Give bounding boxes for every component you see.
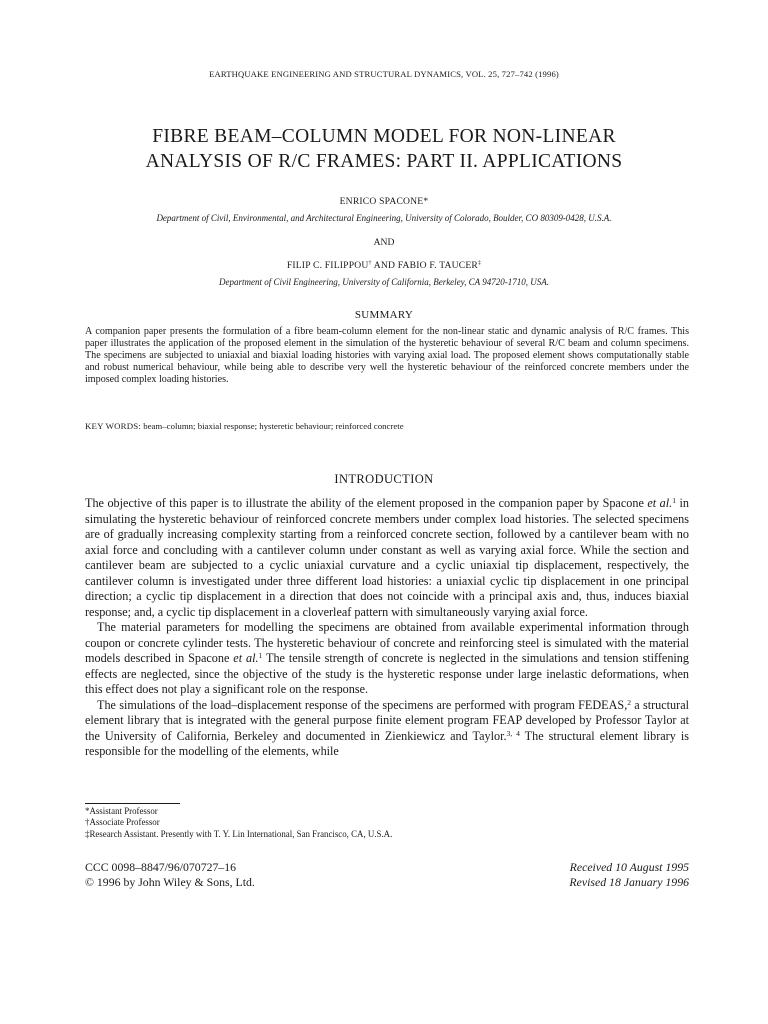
author-mark-dagger: † xyxy=(368,260,372,267)
introduction-heading: INTRODUCTION xyxy=(334,472,434,486)
p1-ref: 1 xyxy=(672,495,676,505)
affiliation-colorado: Department of Civil, Environmental, and Architectural Engineering, University of Colorado, Boulder, CO 80309-0428, U.S.A. xyxy=(156,213,612,223)
footnotes xyxy=(85,806,689,840)
author-separator: AND xyxy=(373,237,395,248)
author-mark-ddagger: ‡ xyxy=(478,260,482,267)
keywords xyxy=(85,421,689,431)
p2-et-al: et al. xyxy=(233,651,259,665)
author-join: AND xyxy=(371,260,398,271)
title-line-1: FIBRE BEAM–COLUMN MODEL FOR NON-LINEAR xyxy=(152,126,616,147)
p1-text-a: The objective of this paper is to illustrate the ability of the element proposed in the companion paper by Spacone xyxy=(85,496,648,510)
copyright: © 1996 by John Wiley & Sons, Ltd. xyxy=(85,875,255,889)
author-spacone: ENRICO SPACONE* xyxy=(339,196,429,207)
author-taucer: FABIO F. TAUCER xyxy=(397,260,479,271)
p1-text-b: in simulating the hysteretic behaviour of reinforced concrete members under complex load histories. The selected specimens are of gradually increasing complexity starting from a reinforced concrete section, followed by a cantilever beam with no axial force and concluding with a cantilever column under constant as well as varying axial force. While the section and cantilever beam are subjected to a cyclic uniaxial curvature and a cyclic uniaxial tip displacement, respectively, the cantilever column is investigated under three different load histories: a uniaxial cyclic tip displacement in one principal direction; a cyclic tip displacement in a direction that does not coincide with a principal axis and, thus, induces biaxial response; and, a cyclic tip displacement in a cloverleaf pattern with simultaneously varying axial force. xyxy=(85,496,689,619)
p3-ref-1: 2 xyxy=(627,697,632,707)
p2-text-b: The tensile strength of concrete is neglected in the simulations and tension stiffening effects are neglected, since the objective of the study is the hysteretic response under large inelastic deformations, when this effect does not play a significant role on the response. xyxy=(85,651,689,696)
summary-heading: SUMMARY xyxy=(354,309,414,321)
affiliation-berkeley: Department of Civil Engineering, University of California, Berkeley, CA 94720-1710, USA. xyxy=(218,277,550,287)
p3-text-c: The structural element library is responsible for the modelling of the elements, while xyxy=(85,728,689,758)
authors-filippou-taucer xyxy=(0,260,768,271)
paragraph-1 xyxy=(85,496,689,620)
paragraph-3 xyxy=(85,698,689,760)
author-filippou: FILIP C. FILIPPOU xyxy=(286,260,369,271)
running-head: EARTHQUAKE ENGINEERING AND STRUCTURAL DYNAMICS, VOL. 25, 727–742 (1996) xyxy=(209,69,559,79)
p3-ref-2: 3, 4 xyxy=(506,728,520,738)
ccc-code: CCC 0098–8847/96/070727–16 xyxy=(85,860,237,874)
footnote-1: *Assistant Professor xyxy=(85,806,158,816)
keywords-text: beam–column; biaxial response; hysteretic behaviour; reinforced concrete xyxy=(143,421,404,431)
publisher-info xyxy=(85,860,255,890)
footnote-divider xyxy=(85,803,180,804)
p1-et-al: et al. xyxy=(647,496,673,510)
p3-text-b: a structural element library that is integrated with the general purpose finite element program FEAP developed by Professor Taylor at the University of California, Berkeley and documented in Zienkiewicz and Taylor. xyxy=(85,697,690,743)
manuscript-dates xyxy=(569,860,689,890)
revised-date: Revised 18 January 1996 xyxy=(569,875,689,889)
title-line-2: ANALYSIS OF R/C FRAMES: PART II. APPLICATIONS xyxy=(145,151,623,172)
keywords-label: KEY WORDS: xyxy=(85,421,142,431)
paper-title xyxy=(60,124,708,174)
footnote-3: ‡Research Assistant. Presently with T. Y. Lin International, San Francisco, CA, U.S.A. xyxy=(85,828,393,839)
abstract-text: A companion paper presents the formulation of a fibre beam-column element for the non-linear static and dynamic analysis of R/C frames. This paper illustrates the application of the proposed element in the simulation of the hysteretic behaviour of several R/C beam and column specimens. The specimens are subjected to uniaxial and biaxial loading histories with varying axial load. The proposed element shows computationally stable and robust numerical behaviour, while being able to describe very well the hysteretic behaviour of the reinforced concrete members under the imposed complex loading histories. xyxy=(85,326,689,386)
p2-text-a: The material parameters for modelling the specimens are obtained from available experimental information through coupon or concrete cylinder tests. The hysteretic behaviour of concrete and reinforcing steel is simulated with the material models described in Spacone xyxy=(85,620,689,665)
introduction-body xyxy=(85,496,689,760)
paragraph-2 xyxy=(85,620,689,698)
received-date: Received 10 August 1995 xyxy=(569,860,689,874)
footnote-2: †Associate Professor xyxy=(85,817,160,828)
p2-ref: 1 xyxy=(258,650,263,660)
p3-text-a: The simulations of the load–displacement response of the specimens are performed with program FEDEAS, xyxy=(97,697,628,712)
